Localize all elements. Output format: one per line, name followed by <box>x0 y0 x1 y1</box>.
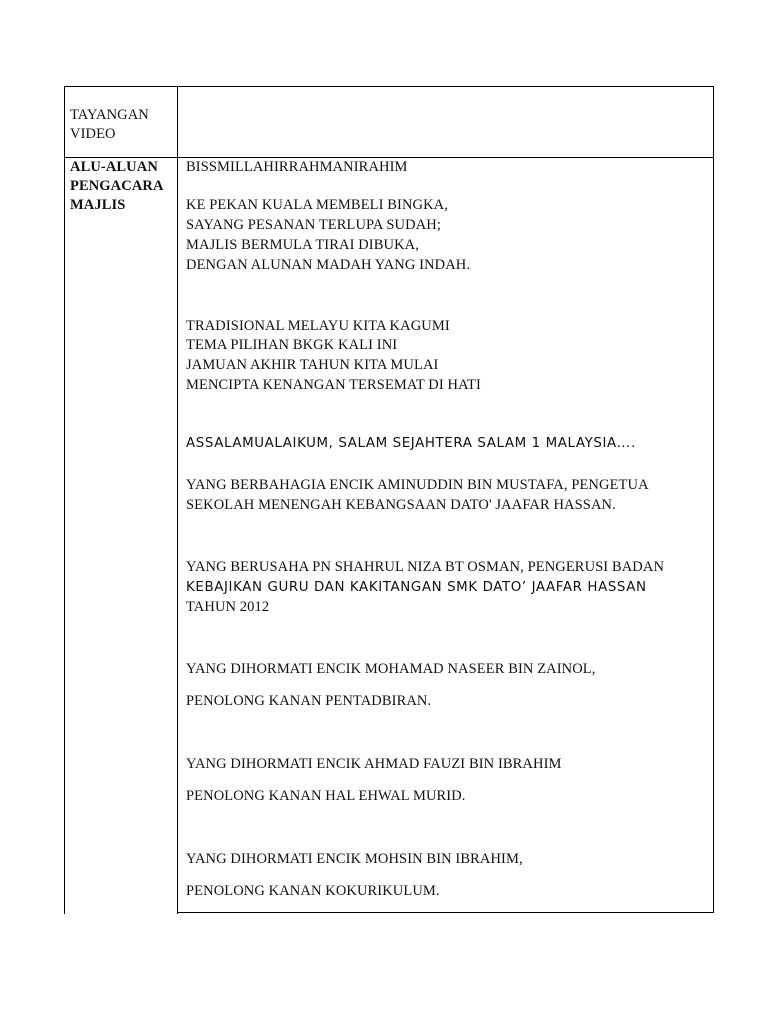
chairperson-line-2: KEBAJIKAN GURU DAN KAKITANGAN SMK DATO’ JAAFAR HASSAN <box>186 580 647 595</box>
vip1-title: PENOLONG KANAN PENTADBIRAN. <box>186 693 432 709</box>
row-label-tayangan: TAYANGAN <box>70 107 149 123</box>
chairperson-line-1: YANG BERUSAHA PN SHAHRUL NIZA BT OSMAN, PENGERUSI BADAN <box>186 559 665 575</box>
chairperson-line-3: TAHUN 2012 <box>186 599 270 615</box>
row-label-pengacara: PENGACARA <box>70 178 164 194</box>
pantun1-line-4: DENGAN ALUNAN MADAH YANG INDAH. <box>186 257 471 273</box>
vip2-name: YANG DIHORMATI ENCIK AHMAD FAUZI BIN IBRAHIM <box>186 756 562 772</box>
greeting-text: ASSALAMUALAIKUM, SALAM SEJAHTERA SALAM 1 MALAYSIA <box>186 436 617 451</box>
row-label-video: VIDEO <box>70 126 116 142</box>
table-column-divider <box>177 86 178 914</box>
opening-line: BISSMILLAHIRRAHMANIRAHIM <box>186 159 408 175</box>
greeting-line <box>186 434 636 453</box>
table-border-right <box>713 86 714 913</box>
vip3-title: PENOLONG KANAN KOKURIKULUM. <box>186 883 440 899</box>
vip2-title: PENOLONG KANAN HAL EHWAL MURID. <box>186 788 466 804</box>
vip1-name: YANG DIHORMATI ENCIK MOHAMAD NASEER BIN ZAINOL, <box>186 661 596 677</box>
principal-line-2: SEKOLAH MENENGAH KEBANGSAAN DATO' JAAFAR HASSAN. <box>186 497 616 513</box>
table-border-bottom <box>177 912 714 913</box>
pantun2-line-1: TRADISIONAL MELAYU KITA KAGUMI <box>186 318 450 334</box>
principal-line-1: YANG BERBAHAGIA ENCIK AMINUDDIN BIN MUSTAFA, PENGETUA <box>186 477 649 493</box>
table-border-left <box>64 86 65 914</box>
vip3-name: YANG DIHORMATI ENCIK MOHSIN BIN IBRAHIM, <box>186 851 523 867</box>
pantun1-line-3: MAJLIS BERMULA TIRAI DIBUKA, <box>186 237 419 253</box>
pantun2-line-2: TEMA PILIHAN BKGK KALI INI <box>186 337 398 353</box>
table-border-top <box>64 86 714 87</box>
row-label-alu-aluan: ALU-ALUAN <box>70 159 158 175</box>
row-label-majlis: MAJLIS <box>70 197 126 213</box>
pantun1-line-2: SAYANG PESANAN TERLUPA SUDAH; <box>186 217 441 233</box>
pantun2-line-4: MENCIPTA KENANGAN TERSEMAT DI HATI <box>186 377 481 393</box>
greeting-dots: …. <box>616 436 637 451</box>
pantun1-line-1: KE PEKAN KUALA MEMBELI BINGKA, <box>186 197 448 213</box>
pantun2-line-3: JAMUAN AKHIR TAHUN KITA MULAI <box>186 357 439 373</box>
